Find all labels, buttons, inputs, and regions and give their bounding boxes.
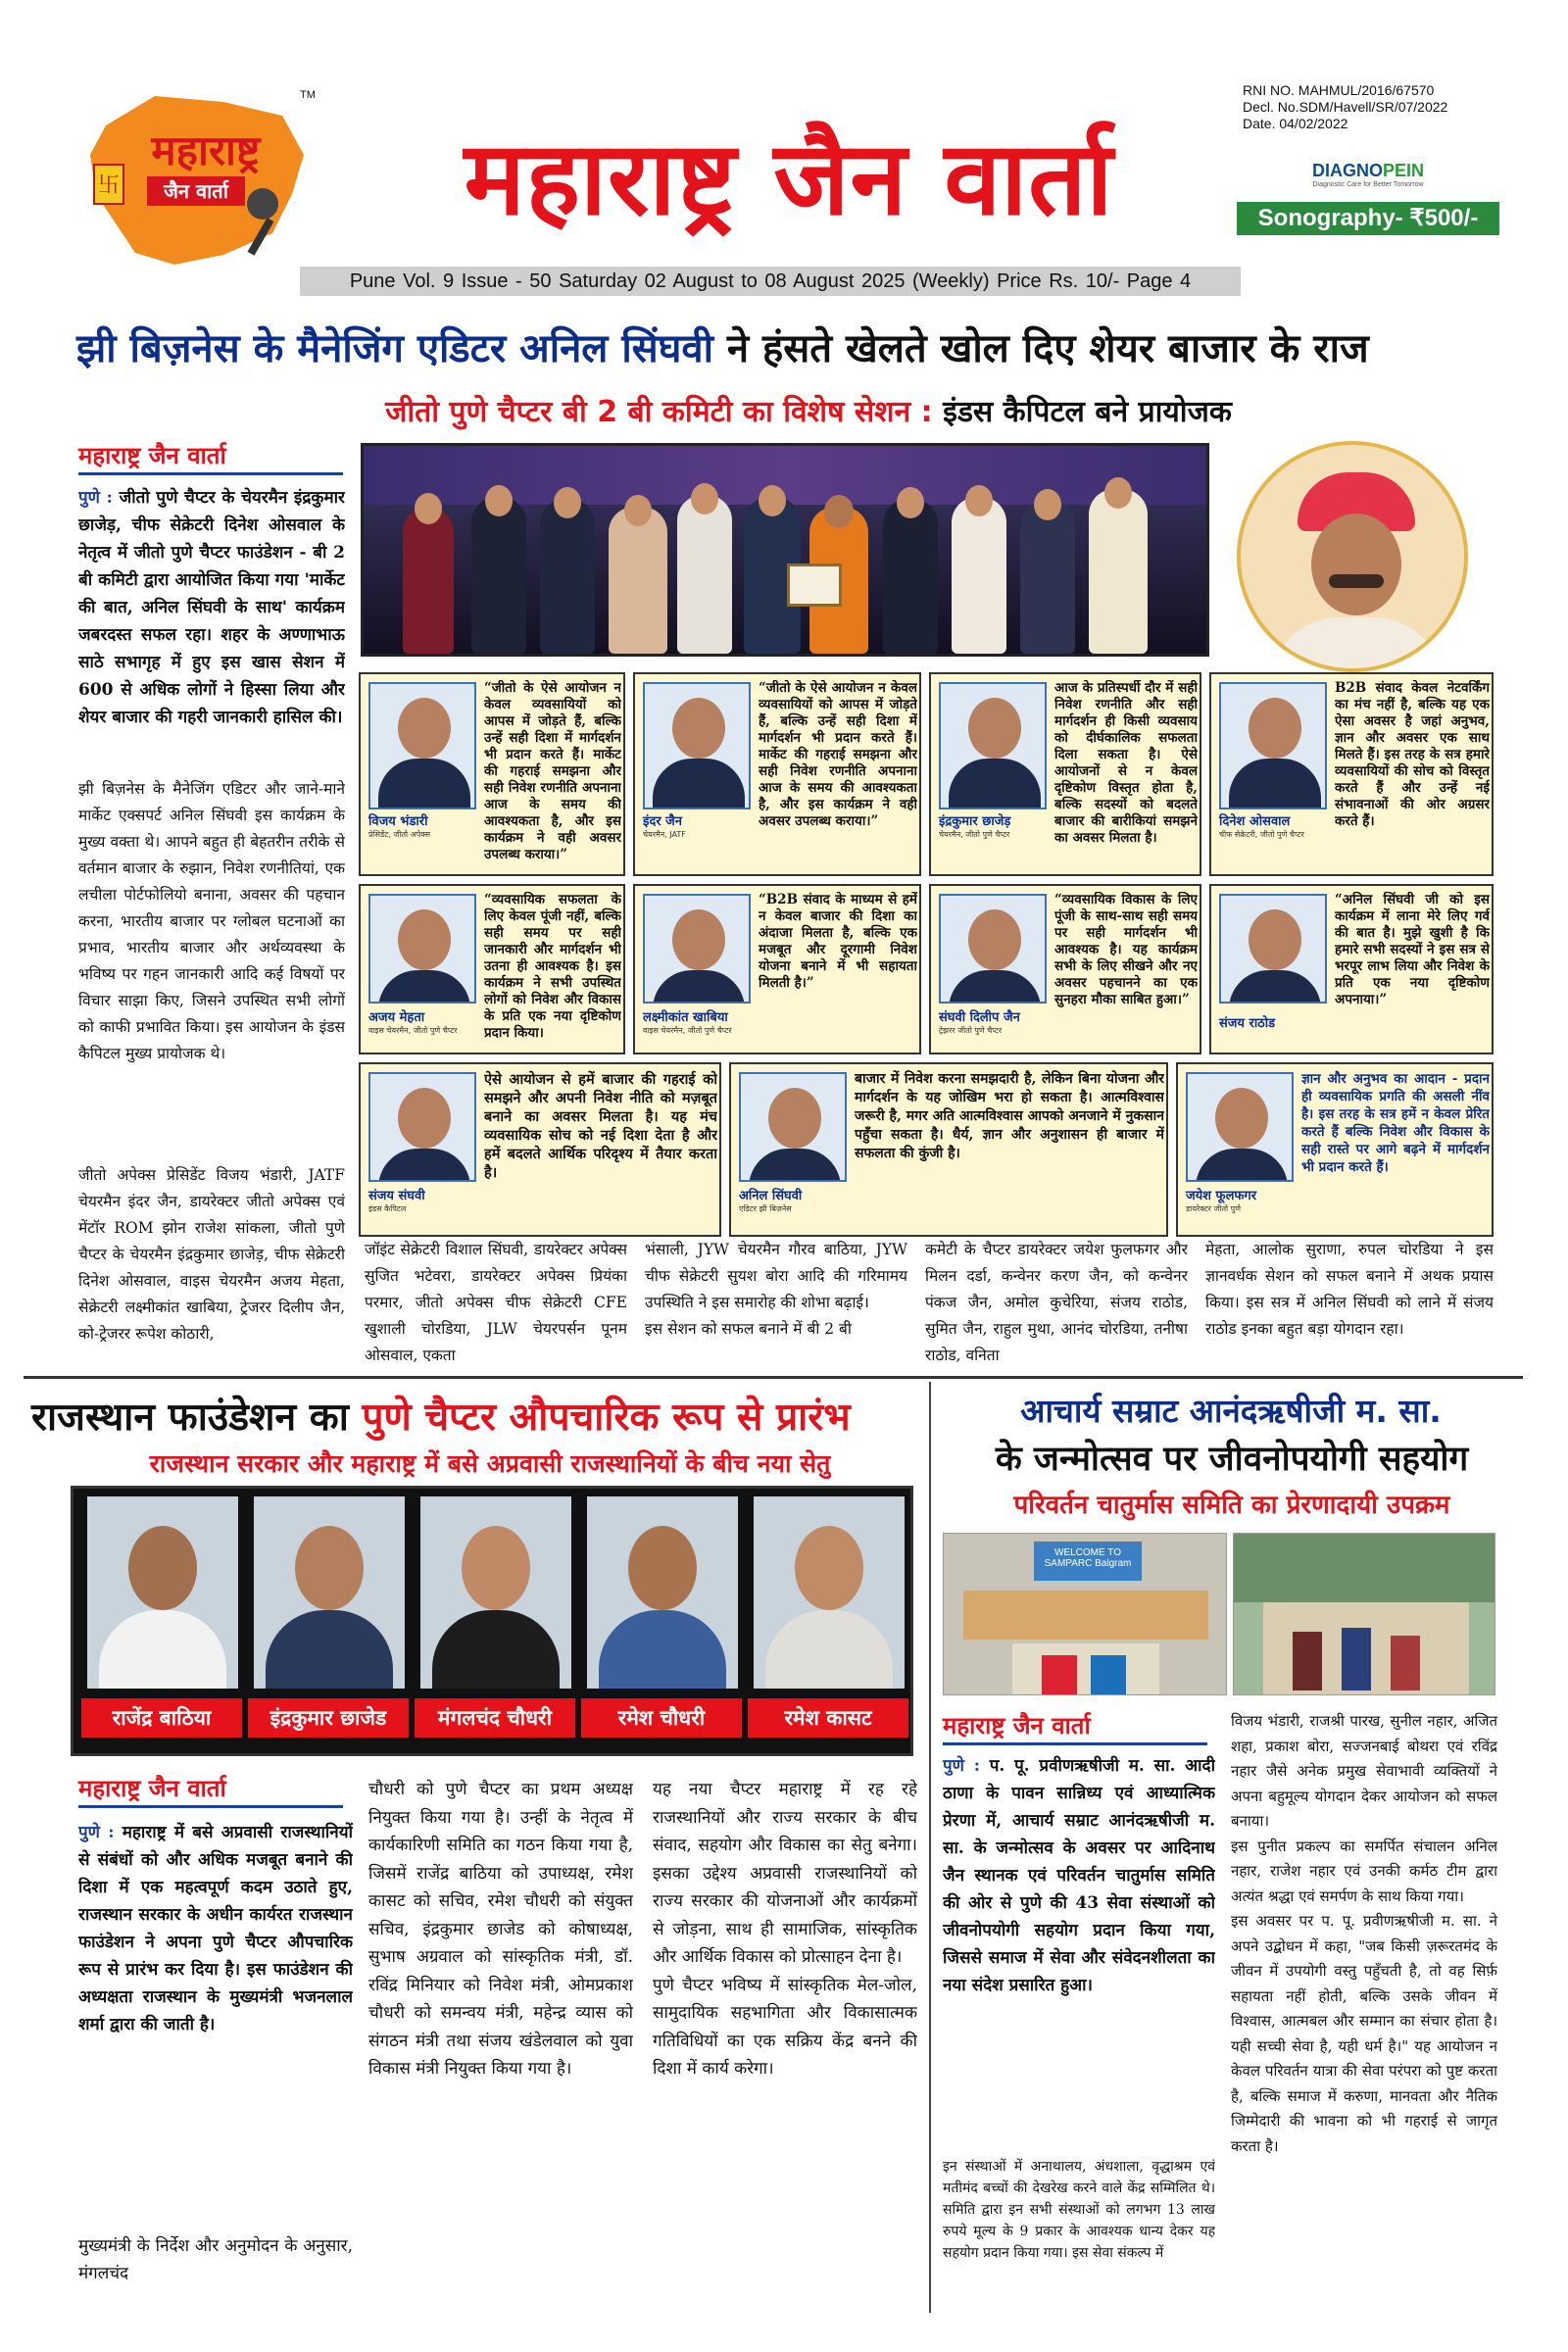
story3-photo-2[interactable] [1233, 1533, 1495, 1695]
quote-text: आज के प्रतिस्पर्धी दौर में सही निवेश रणनीति और सही मार्गदर्शन ही किसी व्यवसाय को दीर्घकालिक सफलता दिला सकता है। ऐसे आयोजनों से न केवल दृष्टिकोण विस्तृत होता है, बल्कि सदस्यों को बदलते बाजार की बारीकियां समझने का अवसर मिलता है। [1054, 680, 1198, 846]
quote-role: चेयरमैन, JATF [643, 830, 686, 839]
quote-name: अजय मेहता [368, 1010, 425, 1025]
quote-role: एडिटर झी बिज़नेस [739, 1204, 792, 1213]
story3-lead [943, 1752, 1215, 2154]
name-label-2: मंगलचंद चौधरी [415, 1698, 575, 1738]
quote-photo [739, 1072, 847, 1182]
story2-portraits[interactable] [71, 1486, 913, 1756]
story1-col5: मेहता, आलोक सुराणा, रुपल चोरडिया ने इस ज्ञानवर्धक सेशन को सफल बनाने में अथक प्रयास किया। इस सत्र में अनिल सिंघवी को लाने में संजय राठोड इनका बहुत बड़ा योगदान रहा। [1205, 1241, 1494, 1338]
quote-name: दिनेश ओसवाल [1219, 814, 1291, 829]
story3-byline: महाराष्ट्र जैन वार्ता [943, 1712, 1091, 1740]
story2-lead [78, 1819, 353, 2221]
story2-lead-place: पुणे : [78, 1823, 115, 1842]
story1-col3: भंसाली, JYW चेयरमैन गौरव बाठिया, JYW चीफ सेक्रेटरी सुयश बोरा आदि की गरिमामय उपस्थिति ने इस समारोह की शोभा बढ़ाई। इस सेशन को सफल बनाने में बी 2 बी [645, 1241, 907, 1338]
logo-tm: TM [300, 89, 316, 101]
byline-rule [943, 1742, 1207, 1745]
portrait-indrakumar-chhajed [254, 1496, 405, 1689]
story1-lead-text: जीतो पुणे चैप्टर के चेयरमैन इंद्रकुमार छाजेड़, चीफ सेक्रेटरी दिनेश ओसवाल के नेतृत्व में जीतो पुणे चैप्टर फाउंडेशन - बी 2 बी कमिटी द्वारा आयोजित किया गया 'मार्केट की बात, अनिल सिंघवी के साथ' कार्यक्रम जबरदस्त सफल रहा। शहर के अण्णाभाऊ साठे सभागृह में हुए इस खास सेशन में 600 से अधिक लोगों ने हिस्सा लिया और शेयर बाजार की गहरी जानकारी हासिल की। [78, 488, 345, 727]
quote-photo [1219, 682, 1327, 809]
story1-lead [78, 484, 345, 768]
quote-box-sanjay-rathod [1209, 884, 1494, 1054]
quote-box-anil-singhvi [729, 1062, 1168, 1237]
quote-role: ट्रेझरर जीतो पुणे चैप्टर [939, 1026, 1003, 1035]
quote-role: प्रेसिडेंट, जीतो अपेक्स [368, 830, 430, 839]
name-label-1: इंद्रकुमार छाजेड [248, 1698, 409, 1738]
story1-col4: कमेटी के चैप्टर डायरेक्टर जयेश फुलफगर और मिलन दर्डा, कन्वेनर करण जैन, को कन्वेनर पंकज जैन, अमोल कुचेरिया, संजय राठोड, सुमित जैन, राहुल मुथा, आनंद चोरडिया, तनीषा राठोड, वनिता [925, 1241, 1188, 1364]
registration-date: Date. 04/02/2022 [1243, 116, 1348, 131]
story3-headline-3: परिवर्तन चातुर्मास समिति का प्रेरणादायी उपक्रम [1013, 1491, 1450, 1520]
declaration-number: Decl. No.SDM/Havell/SR/07/2022 [1243, 99, 1448, 115]
quote-text: “व्यवसायिक विकास के लिए पूंजी के साथ-साथ सही समय पर सही मार्गदर्शन भी आवश्यक है। यह कार्यक्रम सभी के लिए सीखने और नए अवसर पहचानने का एक सुनहरा मौका साबित हुआ।” [1054, 892, 1198, 1007]
story1-body1: झी बिज़नेस के मैनेजिंग एडिटर और जाने-माने मार्केट एक्सपर्ट अनिल सिंघवी इस कार्यक्रम के मुख्य वक्ता थे। आपने बहुत ही बेहतरीन तरीके से वर्तमान बाजार के रुझान, निवेश रणनीतियां, एक लचीला पोर्टफोलियो बनाना, अवसर की पहचान करना, भारतीय बाजार पर ग्लोबल घटनाओं का प्रभाव, भारतीय बाजार और अर्थव्यवस्था के भविष्य पर गहन जानकारी आदि कई विषयों पर विचार साझा किए, जिसने उपस्थित सभी लोगों को काफी प्रभावित किया। इस आयोजन के इंडस कैपिटल मुख्य प्रायोजक थे। [78, 780, 345, 1062]
story2-col3: यह नया चैप्टर महाराष्ट्र में रह रहे राजस्थानियों और राज्य सरकार के बीच संवाद, सहयोग और विकास का सेतु बनेगा। इसका उद्देश्य अप्रवासी राजस्थानियों को राज्य सरकार की योजनाओं और कार्यक्रमों से जोड़ना, साथ ही सामाजिक, सांस्कृतिक और आर्थिक विकास को प्रोत्साहन देना है। पुणे चैप्टर भविष्य में सांस्कृतिक मेल-जोल, सामुदायिक सहभागिता और विकासात्मक गतिविधियों का एक सक्रिय केंद्र बनने की दिशा में कार्य करेगा। [653, 1780, 917, 2079]
quote-text: “जीतो के ऐसे आयोजन न केवल व्यवसायियों को आपस में जोड़ते हैं, बल्कि उन्हें सही दिशा में मार्गदर्शन भी प्रदान करते हैं। मार्केट की गहराई समझना और सही निवेश रणनीति अपनाना आज के समय की आवश्यकता है, और इस कार्यक्रम ने वही अवसर उपलब्ध कराया।” [484, 680, 621, 862]
quote-text: बाजार में निवेश करना समझदारी है, लेकिन बिना योजना और मार्गदर्शन के यह जोखिम भरा हो सकता है। आत्मविश्वास जरूरी है, मगर अति आत्मविश्वास आपको अनजाने में नुकसान पहुँचा सकता है। धैर्य, ज्ञान और अनुशासन ही बाजार में सफलता की कुंजी है। [855, 1071, 1164, 1161]
rni-number: RNI NO. MAHMUL/2016/67570 [1243, 82, 1435, 98]
event-group-photo[interactable] [361, 443, 1209, 657]
quote-box-dinesh-oswal [1209, 672, 1494, 876]
quote-box-vijay-bhandari [359, 672, 625, 876]
quote-photo [368, 894, 476, 1004]
story1-headline[interactable] [76, 319, 1497, 373]
quote-role: चीफ सेक्रेटरी, जीतो पुणे चैप्टर [1219, 830, 1304, 839]
story1-subheadline [196, 390, 1421, 430]
quote-photo [368, 1072, 476, 1182]
name-label-0: राजेंद्र बाठिया [81, 1698, 242, 1738]
story1-headline-a: झी बिज़नेस के मैनेजिंग एडिटर अनिल सिंघवी [76, 326, 713, 371]
story2-byline: महाराष्ट्र जैन वार्ता [78, 1775, 226, 1802]
quote-name: अनिल सिंघवी [739, 1189, 803, 1203]
quote-role: इंडस कैपिटल [368, 1204, 407, 1213]
quote-name: जयेश फूलफगर [1186, 1189, 1257, 1203]
byline-rule [78, 472, 343, 475]
story3-photo-1[interactable] [943, 1533, 1227, 1695]
portrait-ramesh-kasat [754, 1496, 905, 1689]
quote-box-sanjay-sanghvi [359, 1062, 721, 1237]
quote-role: वाइस चेयरमैन, जीतो पुणे चैप्टर [643, 1026, 732, 1035]
story2-headline-a: राजस्थान फाउंडेशन का [31, 1396, 363, 1440]
quote-photo [643, 894, 751, 1004]
story2-col1-tail: मुख्यमंत्री के निर्देश और अनुमोदन के अनुसार, मंगलचंद [78, 2236, 353, 2283]
quote-role: डायरेक्टर जीतो पुणे [1186, 1204, 1241, 1213]
issue-info-bar: Pune Vol. 9 Issue - 50 Saturday 02 August to 08 August 2025 (Weekly) Price Rs. 10/- Page 4 [300, 267, 1241, 296]
newspaper-title: महाराष्ट्र जैन वार्ता [464, 119, 1114, 238]
logo-subtitle: जैन वार्ता [164, 179, 228, 203]
quote-name: संजय राठोड [1219, 1016, 1276, 1031]
story1-sub-b: इंडस कैपिटल बने प्रायोजक [932, 395, 1232, 429]
story1-sub-a: जीतो पुणे चैप्टर बी 2 बी कमिटी का विशेष सेशन : [385, 395, 933, 429]
quote-box-laxmikant-khabiya [633, 884, 921, 1054]
story2-col2: चौधरी को पुणे चैप्टर का प्रथम अध्यक्ष नियुक्त किया गया है। उन्हीं के नेतृत्व में कार्यकारिणी समिति का गठन किया गया है, जिसमें राजेंद्र बाठिया को उपाध्यक्ष, रमेश कासट को सचिव, रमेश चौधरी को संयुक्त सचिव, इंद्रकुमार छाजेड को कोषाध्यक्ष, सुभाष अग्रवाल को सांस्कृतिक मंत्री, डॉ. रविंद्र मिनियार को निवेश मंत्री, ओमप्रकाश चौधरी को समन्वय मंत्री, महेन्द्र व्यास को संगठन मंत्री तथा संजय खंडेलवाल को युवा विकास मंत्री नियुक्त किया गया है। [368, 1780, 633, 2079]
story1-lead-place: पुणे : [78, 488, 113, 508]
column-divider [929, 1382, 931, 2313]
quote-photo [939, 894, 1047, 1004]
story2-lead-text: महाराष्ट्र में बसे अप्रवासी राजस्थानियों से संबंधों को और अधिक मजबूत बनाने की दिशा में एक महत्वपूर्ण कदम उठाते हुए, राजस्थान सरकार के अधीन कार्यरत राजस्थान फाउंडेशन ने अपना पुणे चैप्टर औपचारिक रूप से प्रारंभ कर दिया है। इस फाउंडेशन की अध्यक्षता राजस्थान के मुख्यमंत्री भजनलाल शर्मा द्वारा की जाती है। [78, 1823, 353, 2034]
quote-box-indrakumar-chhajed [929, 672, 1201, 876]
quote-role: चेयरमैन, जीतो पुणे चैप्टर [939, 830, 1010, 839]
ad-brand-a: DIAGNO [1311, 161, 1383, 180]
quote-photo [1186, 1072, 1294, 1182]
story1-byline: महाराष्ट्र जैन वार्ता [78, 442, 226, 469]
portrait-rajendra-bathiya [87, 1496, 238, 1689]
quote-name: इंदर जैन [643, 814, 682, 829]
quote-photo [939, 682, 1047, 809]
section-divider [24, 1376, 1523, 1379]
story2-subheadline: राजस्थान सरकार और महाराष्ट्र में बसे अप्रवासी राजस्थानियों के बीच नया सेतु [149, 1449, 831, 1478]
story3-lead-place: पुणे : [943, 1756, 980, 1776]
story1-headline-b: ने हंसते खेलते खोल दिए शेयर बाजार के राज [726, 326, 1369, 371]
masthead-logo[interactable] [76, 86, 321, 272]
quote-name: लक्ष्मीकांत खाबिया [643, 1010, 728, 1025]
quote-name: विजय भंडारी [368, 814, 428, 829]
quote-text: ऐसे आयोजन से हमें बाजार की गहराई को समझने और अपनी निवेश नीति को मज़बूत बनाने का अवसर मिलता है। यह मंच व्यवसायिक सोच को नई दिशा देता है और हमें बदलते आर्थिक परिदृश्य में तैयार करता है। [484, 1071, 717, 1181]
quote-box-ajay-mehta [359, 884, 625, 1054]
registration-info [1243, 82, 1447, 132]
quote-role: वाइस चेयरमैन, जीतो पुणे चैप्टर [368, 1026, 458, 1035]
story3-col1-tail: इन संस्थाओं में अनाथालय, अंधशाला, वृद्धाश्रम एवं मतीमंद बच्चों की देखरेख करने वाले केंद्र सम्मिलित थे। समिति द्वारा इन सभी संस्थाओं को लगभग 13 लाख रुपये मूल्य के 9 प्रकार के आवश्यक धान्य देकर यह सहयोग प्रदान किया गया। इस सेवा संकल्प में [943, 2159, 1215, 2261]
quote-name: संघवी दिलीप जैन [939, 1010, 1020, 1025]
name-label-4: रमेश कासट [748, 1698, 908, 1738]
story1-body2: जीतो अपेक्स प्रेसिडेंट विजय भंडारी, JATF चेयरमैन इंदर जैन, डायरेक्टर जीतो अपेक्स एवं मेंटॉर ROM झोन राजेश सांकला, जीतो पुणे चैप्टर के चेयरमैन इंद्रकुमार छाजेड़, चीफ सेक्रेटरी दिनेश ओसवाल, वाइस चेयरमैन अजय मेहता, सेक्रेटरी लक्ष्मीकांत खाबिया, ट्रेजरर दिलीप जैन, को-ट्रेजरर रूपेश कोठारी, [78, 1166, 345, 1343]
portrait-ramesh-chaudhari [587, 1496, 738, 1689]
quote-photo [643, 682, 751, 809]
ad-brand-b: PEIN [1382, 161, 1424, 180]
story2-headline-b: पुणे चैप्टर औपचारिक रूप से प्रारंभ [362, 1396, 851, 1440]
quote-text: “जीतो के ऐसे आयोजन न केवल व्यवसायियों को आपस में जोड़ते हैं, बल्कि उन्हें सही दिशा में मार्गदर्शन भी प्रदान करते हैं। मार्केट की गहराई समझना और सही निवेश रणनीति अपनाना आज के समय की आवश्यकता है, और इस कार्यक्रम ने वही अवसर उपलब्ध कराया।” [759, 680, 917, 829]
diagnopein-ad[interactable] [1237, 157, 1499, 235]
byline-rule [78, 1805, 343, 1808]
quote-text: B2B संवाद केवल नेटवर्किंग का मंच नहीं है, बल्कि यह एक ऐसा अवसर है जहां अनुभव, ज्ञान और अवसर एक साथ मिलते हैं। इस तरह के सत्र हमारे व्यवसायियों की सोच को विस्तृत करते हैं और उन्हें नई संभावनाओं की ओर अग्रसर करते हैं। [1335, 680, 1490, 829]
story3-headline-1[interactable]: आचार्य सम्राट आनंदऋषीजी म. सा. [1020, 1392, 1442, 1430]
quote-box-dilip-jain [929, 884, 1201, 1054]
quote-box-jayesh-phulphagar [1176, 1062, 1494, 1237]
welcome-banner: WELCOME TO SAMPARC Balgram [1034, 1542, 1142, 1581]
svg-text:卐: 卐 [97, 173, 121, 198]
ad-tagline: Diagnostic Care for Better Tomorrow [1312, 181, 1424, 188]
name-label-3: रमेश चौधरी [581, 1698, 742, 1738]
quote-text: “व्यवसायिक सफलता के लिए केवल पूंजी नहीं, बल्कि सही समय पर सही जानकारी और मार्गदर्शन भी उतना ही आवश्यक है। इस कार्यक्रम ने सभी उपस्थित लोगों को निवेश और विकास के प्रति एक नया दृष्टिकोण प्रदान किया। [484, 892, 621, 1041]
quote-text: “अनिल सिंघवी जी को इस कार्यक्रम में लाना मेरे लिए गर्व की बात है। मुझे खुशी है कि हमारे सभी सदस्यों ने इस सत्र से भरपूर लाभ लिया और निवेश के प्रति एक नया दृष्टिकोण अपनाया।” [1335, 892, 1490, 1007]
story1-col2: जॉइंट सेक्रेटरी विशाल सिंघवी, डायरेक्टर अपेक्स सुजित भटेवरा, डायरेक्टर अपेक्स प्रियंका परमार, जीतो अपेक्स चीफ सेक्रेटरी CFE खुशाली चोरडिया, JLW चेयरपर्सन पूनम ओसवाल, एकता [365, 1241, 627, 1364]
story3-col2: विजय भंडारी, राजश्री पारख, सुनील नहार, अजित शहा, प्रकाश बोरा, सज्जनबाई बोथरा एवं रविंद्र नहार जैसे अनेक प्रमुख सेवाभावी व्यक्तियों ने अपना बहुमूल्य योगदान देकर आयोजन को सफल बनाया। इस पुनीत प्रकल्प का समर्पित संचालन अनिल नहार, राजेश नहार एवं उनकी कर्मठ टीम द्वारा अत्यंत श्रद्धा एवं समर्पण के साथ किया गया। इस अवसर पर प. पू. प्रवीणऋषीजी म. सा. ने अपने उद्बोधन में कहा, "जब किसी ज़रूरतमंद के जीवन में उपयोगी वस्तु पहुँचती है, तो वह सिर्फ़ सहायता नहीं होती, बल्कि उसके जीवन में विश्वास, आत्मबल और सम्मान का संचार होता है। यही सच्ची सेवा है, यही धर्म है।" यह आयोजन न केवल परिवर्तन यात्रा की सेवा परंपरा को पुष्ट करता है, बल्कि समाज में करुणा, मानवता और नैतिक जिम्मेदारी की भावना को भी गहराई से जागृत करता है। [1231, 1712, 1497, 2155]
anil-singhvi-portrait[interactable] [1237, 441, 1468, 672]
logo-title: महाराष्ट्र [151, 126, 261, 174]
quote-box-inder-jain [633, 672, 921, 876]
story3-lead-text: प. पू. प्रवीणऋषीजी म. सा. आदी ठाणा के पावन सान्निध्य एवं आध्यात्मिक प्रेरणा में, आचार्य सम्राट आनंदऋषीजी म. सा. के जन्मोत्सव के अवसर पर आदिनाथ जैन स्थानक एवं परिवर्तन चातुर्मास समिति की ओर से पुणे की 43 सेवा संस्थाओं को जीवनोपयोगी सहयोग प्रदान किया गया, जिससे समाज में सेवा और संवेदनशीलता का नया संदेश प्रसारित हुआ। [943, 1756, 1215, 1995]
story3-headline-2: के जन्मोत्सव पर जीवनोपयोगी सहयोग [995, 1440, 1469, 1479]
quote-photo [368, 682, 476, 809]
quote-text: ज्ञान और अनुभव का आदान - प्रदान ही व्यवसायिक प्रगति की असली नींव है। इस तरह के सत्र हमें न केवल प्रेरित करते हैं बल्कि निवेश और विकास के सही रास्ते पर आगे बढ़ने में मार्गदर्शन भी प्रदान करते हैं। [1301, 1071, 1490, 1175]
logo-news: NEWS [272, 235, 299, 245]
ad-offer: Sonography- ₹500/- [1237, 202, 1499, 235]
story2-headline[interactable] [31, 1390, 933, 1442]
quote-name: संजय संघवी [368, 1189, 425, 1203]
quote-photo [1219, 894, 1327, 1004]
quote-name: इंद्रकुमार छाजेड़ [939, 814, 1011, 829]
portrait-mangalchand-chaudhari [420, 1496, 571, 1689]
quote-text: “B2B संवाद के माध्यम से हमें न केवल बाजार की दिशा का अंदाजा मिलता है, बल्कि एक मजबूत और दूरगामी निवेश योजना बनाने में भी सहायता मिलती है।” [759, 892, 917, 991]
